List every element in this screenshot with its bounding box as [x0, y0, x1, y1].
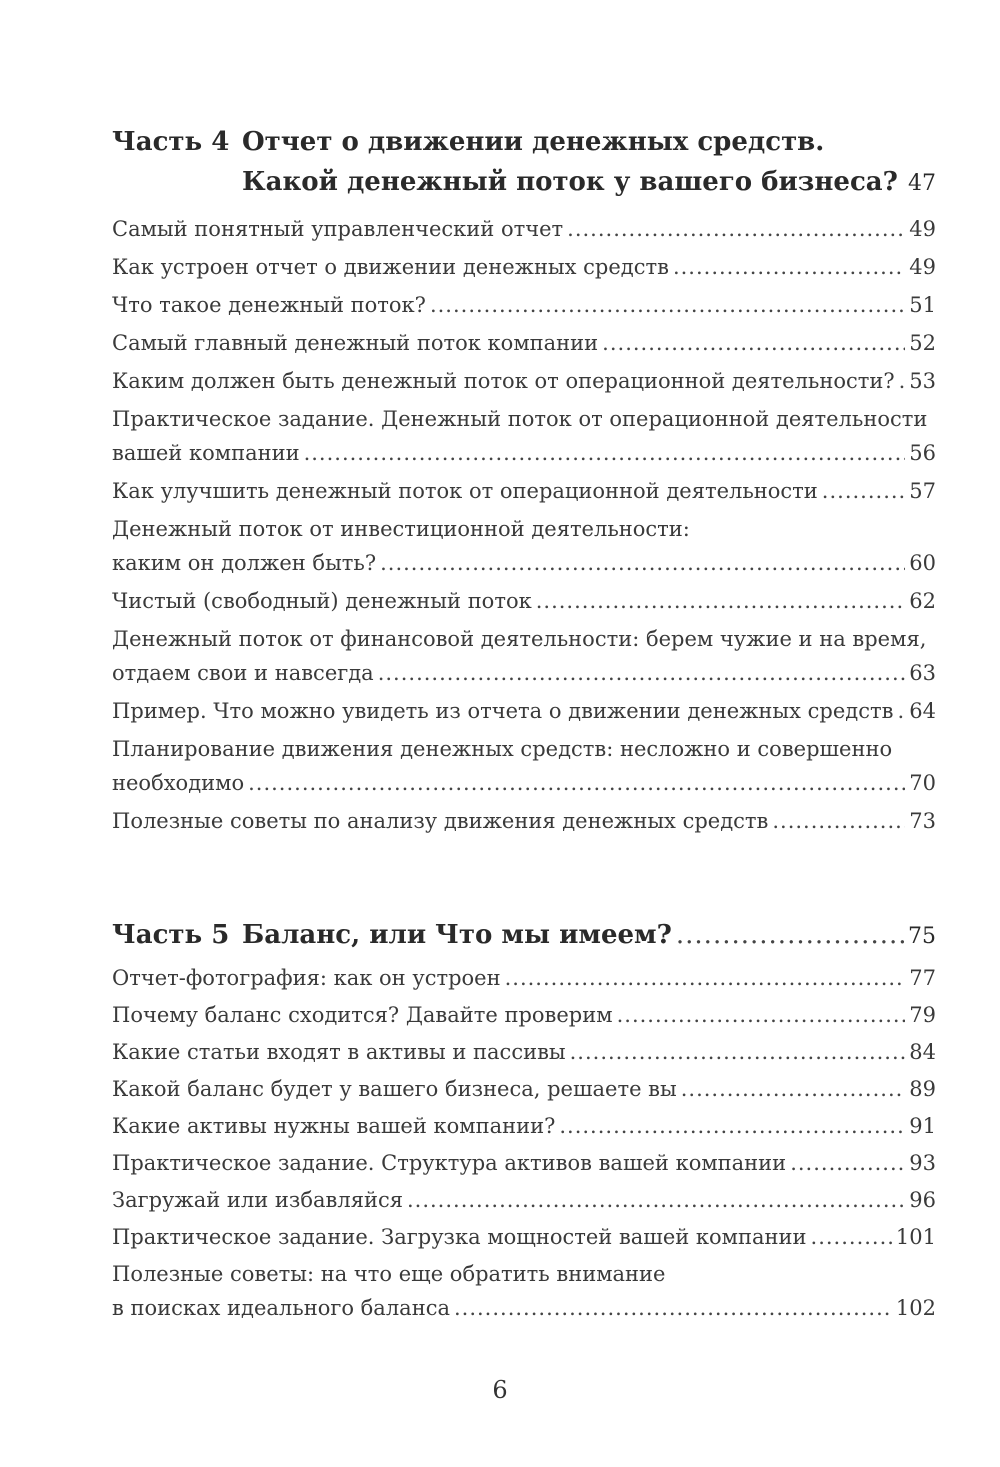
- leader-dots: [822, 474, 905, 508]
- toc-entry[interactable]: [112, 732, 936, 800]
- entry-title: Как устроен отчет о движении денежных средств: [112, 255, 669, 279]
- entry-title: Самый главный денежный поток компании: [112, 331, 599, 355]
- entry-page-number: 93: [909, 1151, 936, 1175]
- part-heading: [112, 915, 936, 957]
- leader-dots: [811, 1220, 892, 1254]
- part-page-number: 47: [908, 171, 936, 196]
- leader-dots: [407, 1183, 905, 1217]
- toc-entry[interactable]: [112, 1072, 936, 1106]
- leader-dots: [897, 694, 905, 728]
- toc-entry[interactable]: [112, 364, 936, 398]
- entry-page-number: 64: [909, 699, 936, 723]
- toc-entry[interactable]: [112, 326, 936, 360]
- entry-page-number: 60: [909, 551, 936, 575]
- toc-entry[interactable]: [112, 1257, 936, 1325]
- leader-dots: [681, 1072, 906, 1106]
- entry-page-number: 53: [909, 369, 936, 393]
- toc-entry[interactable]: [112, 622, 936, 690]
- entry-page-number: 77: [909, 966, 936, 990]
- entry-page-number: 70: [909, 771, 936, 795]
- entry-title: Пример. Что можно увидеть из отчета о движении денежных средств: [112, 699, 894, 723]
- entry-page-number: 91: [909, 1114, 936, 1138]
- entry-title: Что такое денежный поток?: [112, 293, 426, 317]
- toc-entry[interactable]: [112, 1146, 936, 1180]
- toc-part-4: [112, 122, 936, 838]
- leader-dots: [248, 766, 905, 800]
- leader-dots: [559, 1109, 905, 1143]
- part-number: Часть 4: [112, 127, 230, 157]
- toc-entry[interactable]: [112, 1220, 936, 1254]
- leader-dots: [602, 326, 905, 360]
- leader-dots: [430, 288, 905, 322]
- entry-title-line1: Практическое задание. Денежный поток от операционной деятельности: [112, 407, 928, 431]
- entry-page-number: 96: [909, 1188, 936, 1212]
- toc-entry[interactable]: [112, 474, 936, 508]
- entry-page-number: 79: [909, 1003, 936, 1027]
- toc-entry[interactable]: [112, 1109, 936, 1143]
- entry-title-line2: отдаем свои и навсегда: [112, 661, 374, 685]
- toc-entry[interactable]: [112, 1183, 936, 1217]
- entry-title-line2: каким он должен быть?: [112, 551, 377, 575]
- toc-entry[interactable]: [112, 288, 936, 322]
- entry-page-number: 101: [895, 1225, 936, 1249]
- entry-title: Чистый (свободный) денежный поток: [112, 589, 532, 613]
- part-number: Часть 5: [112, 920, 230, 950]
- part-title-line1: Отчет о движении денежных средств.: [242, 127, 825, 157]
- entry-title-line2: вашей компании: [112, 441, 300, 465]
- entry-page-number: 63: [909, 661, 936, 685]
- toc-entry[interactable]: [112, 694, 936, 728]
- part-page-number: 75: [908, 924, 936, 949]
- entry-title: Полезные советы по анализу движения денежных средств: [112, 809, 769, 833]
- toc-entry[interactable]: [112, 402, 936, 470]
- toc-part-5: [112, 915, 936, 1325]
- leader-dots: [899, 364, 906, 398]
- entry-title-line1: Денежный поток от финансовой деятельности: берем чужие и на время,: [112, 627, 927, 651]
- leader-dots: [617, 998, 906, 1032]
- toc-entry[interactable]: [112, 804, 936, 838]
- leader-dots: [380, 546, 905, 580]
- leader-dots: [505, 961, 906, 995]
- entry-title: Какие статьи входят в активы и пассивы: [112, 1040, 566, 1064]
- part-title-line2: Какой денежный поток у вашего бизнеса?: [242, 167, 898, 197]
- entry-page-number: 56: [909, 441, 936, 465]
- entry-title: Практическое задание. Структура активов вашей компании: [112, 1151, 787, 1175]
- entry-title: Какой баланс будет у вашего бизнеса, решаете вы: [112, 1077, 677, 1101]
- entry-page-number: 57: [909, 479, 936, 503]
- entry-title: Какие активы нужны вашей компании?: [112, 1114, 556, 1138]
- leader-dots: [790, 1146, 905, 1180]
- entry-page-number: 49: [909, 255, 936, 279]
- page-number: 6: [492, 1376, 508, 1404]
- part-heading: [112, 122, 936, 204]
- leader-dots: [567, 212, 905, 246]
- entry-page-number: 62: [909, 589, 936, 613]
- entry-title: Загружай или избавляйся: [112, 1188, 403, 1212]
- part-title: Баланс, или Что мы имеем?: [242, 920, 672, 950]
- entry-title-line2: необходимо: [112, 771, 245, 795]
- entry-title-line2: в поисках идеального баланса: [112, 1296, 450, 1320]
- entry-title: Как улучшить денежный поток от операционной деятельности: [112, 479, 818, 503]
- entry-title-line1: Планирование движения денежных средств: несложно и совершенно: [112, 737, 893, 761]
- entry-title: Почему баланс сходится? Давайте проверим: [112, 1003, 613, 1027]
- toc-entry[interactable]: [112, 584, 936, 618]
- leader-dots: [570, 1035, 906, 1069]
- entry-page-number: 84: [909, 1040, 936, 1064]
- toc-entry[interactable]: [112, 212, 936, 246]
- leader-dots: [772, 804, 905, 838]
- entry-title: Практическое задание. Загрузка мощностей вашей компании: [112, 1225, 807, 1249]
- entry-page-number: 89: [909, 1077, 936, 1101]
- toc-entry[interactable]: [112, 1035, 936, 1069]
- entry-page-number: 52: [909, 331, 936, 355]
- entry-page-number: 49: [909, 217, 936, 241]
- toc-entry[interactable]: [112, 961, 936, 995]
- entry-page-number: 51: [909, 293, 936, 317]
- entry-title: Самый понятный управленческий отчет: [112, 217, 564, 241]
- leader-dots: [676, 915, 904, 955]
- toc-entry[interactable]: [112, 512, 936, 580]
- toc-entry[interactable]: [112, 998, 936, 1032]
- entry-page-number: 102: [895, 1296, 936, 1320]
- entry-title-line1: Денежный поток от инвестиционной деятельности:: [112, 517, 690, 541]
- leader-dots: [902, 162, 904, 202]
- entry-title-line1: Полезные советы: на что еще обратить внимание: [112, 1262, 666, 1286]
- leader-dots: [673, 250, 905, 284]
- entry-title: Каким должен быть денежный поток от операционной деятельности?: [112, 369, 895, 393]
- leader-dots: [536, 584, 906, 618]
- leader-dots: [378, 656, 906, 690]
- leader-dots: [454, 1291, 892, 1325]
- entry-title: Отчет-фотография: как он устроен: [112, 966, 501, 990]
- toc-entry[interactable]: [112, 250, 936, 284]
- entry-page-number: 73: [909, 809, 936, 833]
- leader-dots: [304, 436, 906, 470]
